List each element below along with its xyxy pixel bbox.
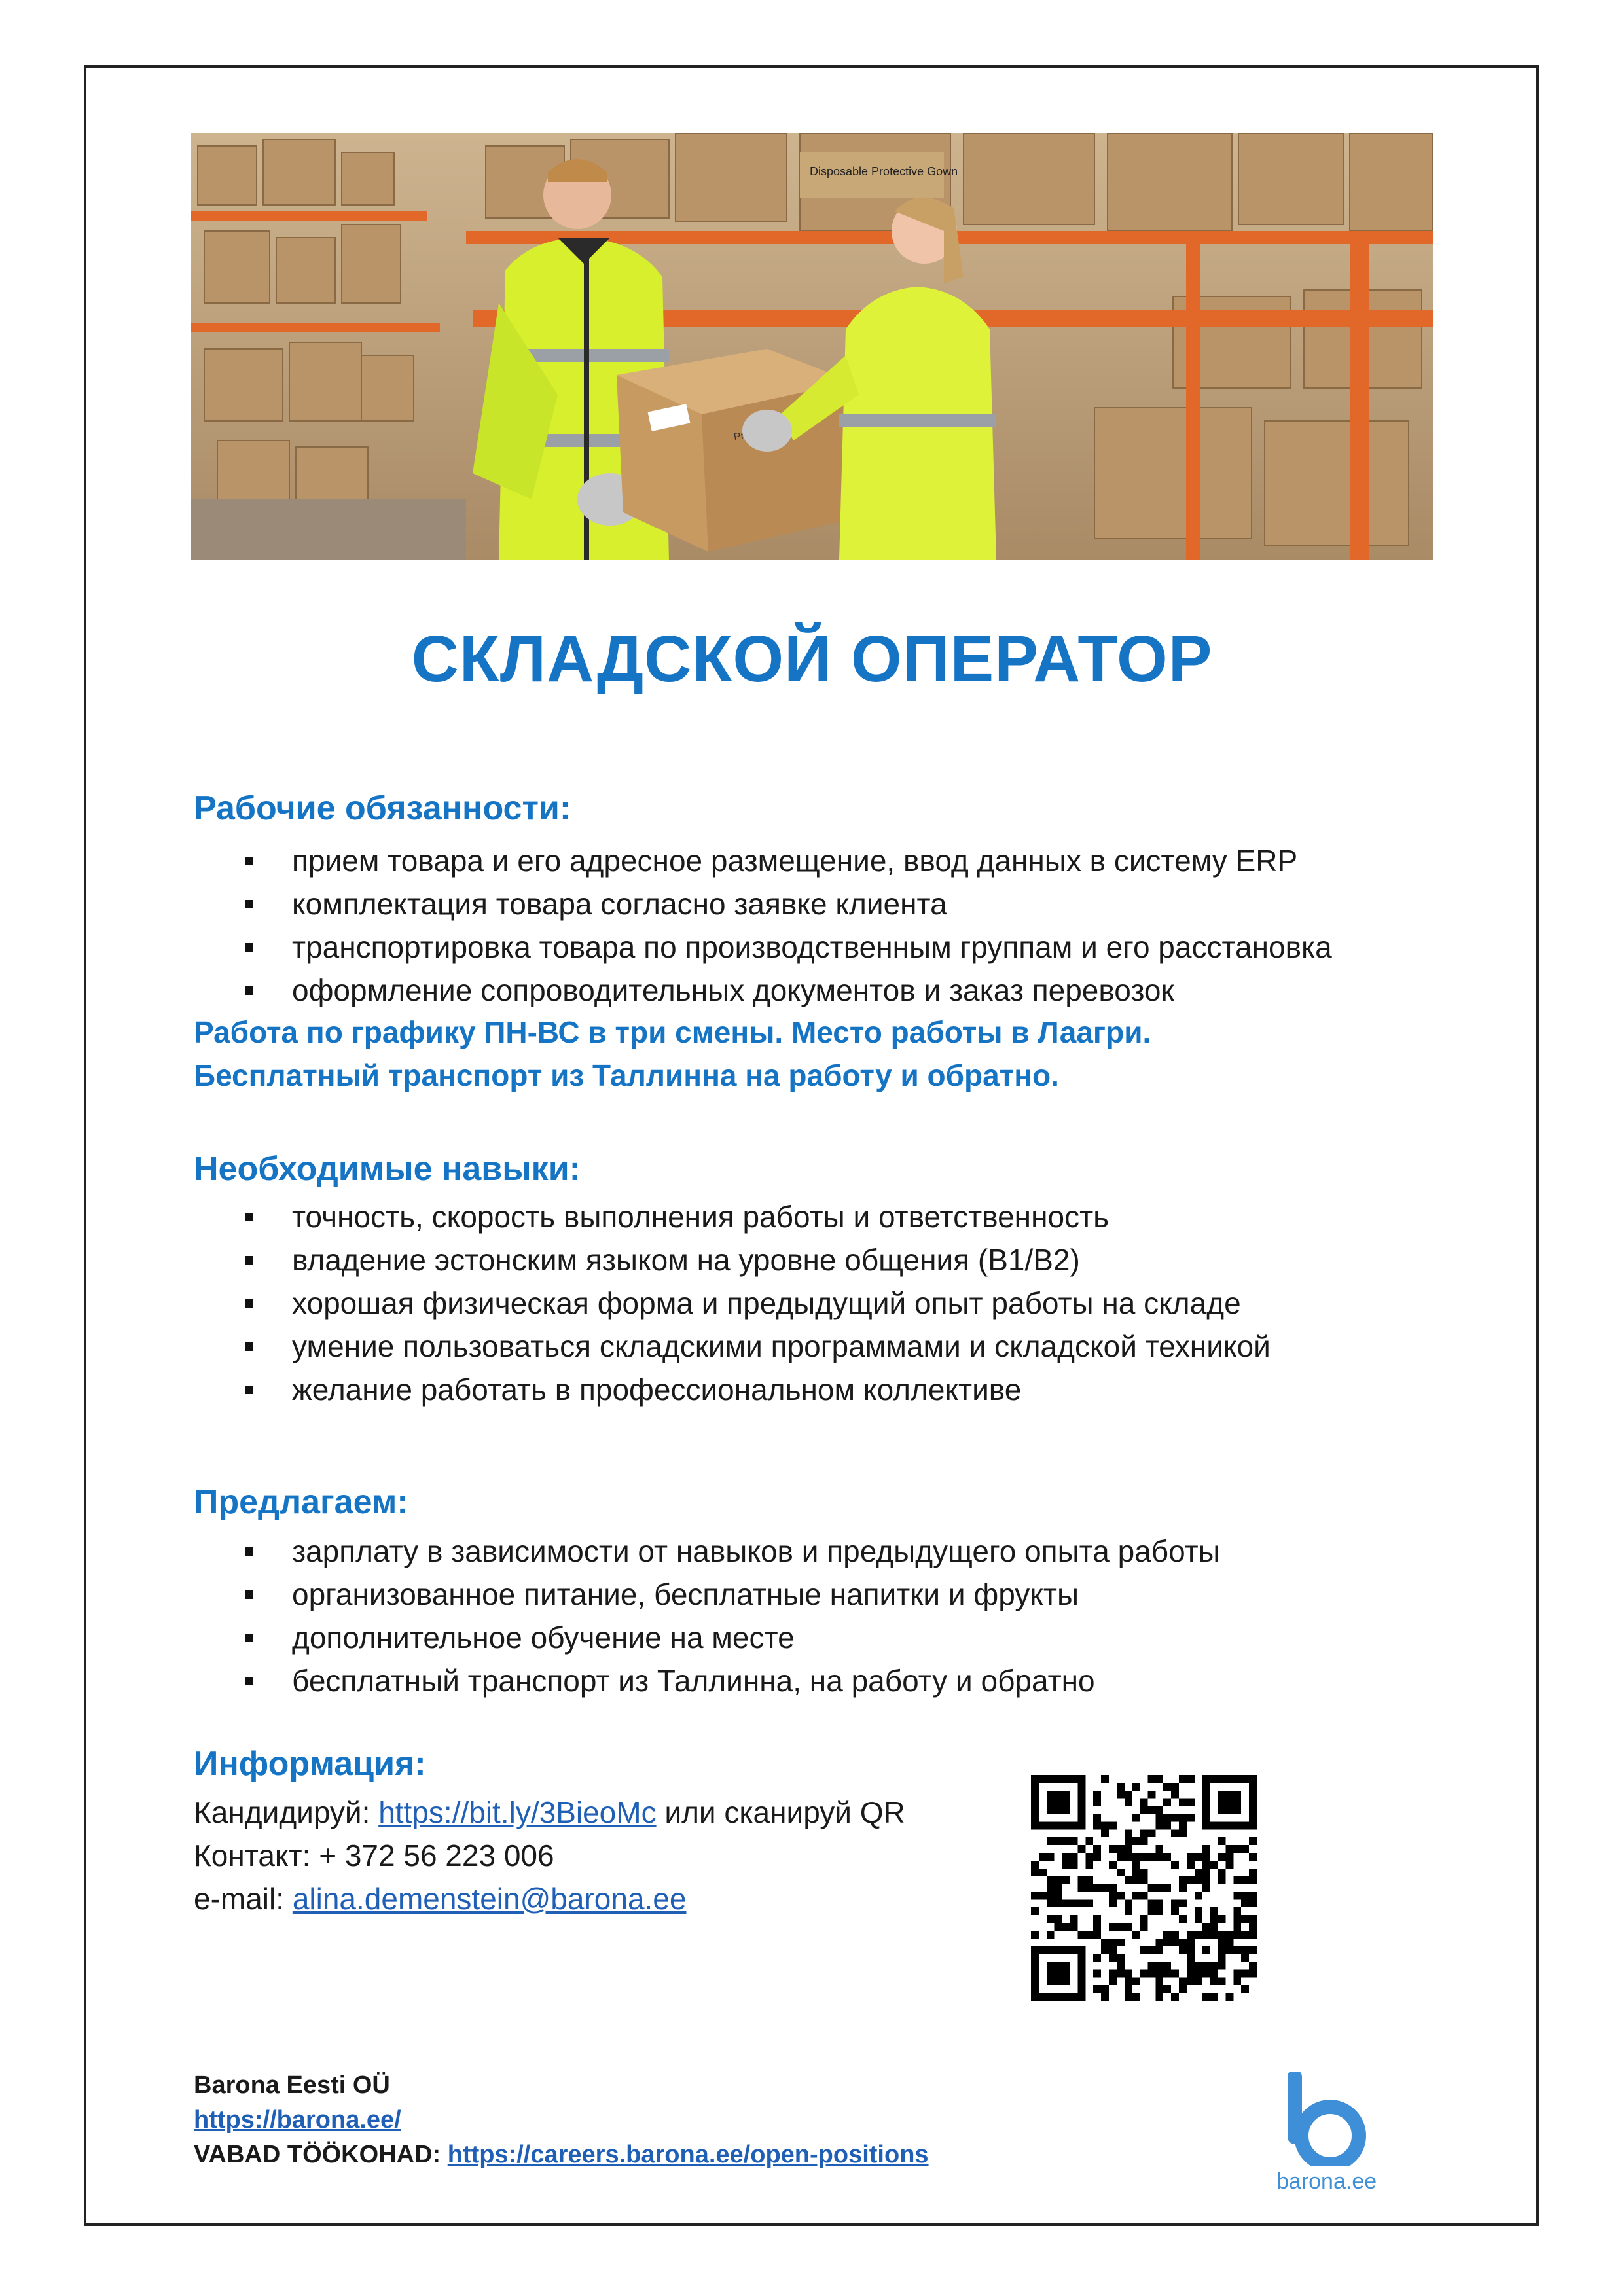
list-item: хорошая физическая форма и предыдущий опыт работы на складе: [194, 1282, 1271, 1325]
qr-code[interactable]: [1031, 1775, 1257, 2001]
list-item: транспортировка товара по производственным группам и его расстановка: [194, 925, 1332, 969]
offer-list: [194, 1530, 1220, 1702]
offer-heading: Предлагаем:: [194, 1483, 408, 1521]
list-item: владение эстонским языком на уровне общения (B1/B2): [194, 1238, 1271, 1282]
list-item: умение пользоваться складскими программами и складской техникой: [194, 1325, 1271, 1368]
transport-note: Бесплатный транспорт из Таллинна на работу и обратно.: [194, 1058, 1059, 1092]
page-title: СКЛАДСКОЙ ОПЕРАТОР: [411, 622, 1213, 696]
duties-list: [194, 839, 1332, 1012]
company-name: Barona Eesti OÜ: [194, 2072, 390, 2099]
warehouse-photo: [191, 133, 1433, 560]
list-item: организованное питание, бесплатные напитки и фрукты: [194, 1573, 1220, 1616]
email-label: e-mail:: [194, 1882, 293, 1916]
site-line: [194, 2106, 401, 2134]
skills-heading: Необходимые навыки:: [194, 1150, 581, 1188]
site-link[interactable]: https://barona.ee/: [194, 2106, 401, 2134]
list-item: оформление сопроводительных документов и заказ перевозок: [194, 969, 1332, 1012]
email-link[interactable]: alina.demenstein@barona.ee: [292, 1882, 687, 1916]
info-heading: Информация:: [194, 1745, 426, 1783]
apply-line: [194, 1795, 905, 1830]
logo-text: barona.ee: [1276, 2169, 1377, 2194]
contact-label: Контакт:: [194, 1839, 319, 1873]
barona-logo: [1276, 2072, 1375, 2202]
list-item: желание работать в профессиональном коллективе: [194, 1368, 1271, 1411]
duties-heading: Рабочие обязанности:: [194, 789, 571, 827]
apply-suffix: или сканируй QR: [656, 1795, 905, 1829]
jobs-link[interactable]: https://careers.barona.ee/open-positions: [447, 2141, 929, 2168]
list-item: прием товара и его адресное размещение, ввод данных в систему ERP: [194, 839, 1332, 882]
list-item: дополнительное обучение на месте: [194, 1616, 1220, 1659]
list-item: точность, скорость выполнения работы и ответственность: [194, 1195, 1271, 1238]
jobs-label: VABAD TÖÖKOHAD:: [194, 2141, 448, 2168]
contact-line: [194, 1838, 554, 1873]
list-item: комплектация товара согласно заявке клиента: [194, 882, 1332, 925]
skills-list: [194, 1195, 1271, 1411]
list-item: зарплату в зависимости от навыков и предыдущего опыта работы: [194, 1530, 1220, 1573]
list-item: бесплатный транспорт из Таллинна, на работу и обратно: [194, 1659, 1220, 1702]
barona-b-icon: [1276, 2072, 1375, 2166]
contact-phone: + 372 56 223 006: [319, 1839, 554, 1873]
shelf-box-label: Disposable Protective Gown: [810, 165, 958, 178]
schedule-note: Работа по графику ПН-ВС в три смены. Место работы в Лаагри.: [194, 1015, 1151, 1049]
apply-label: Кандидируй:: [194, 1795, 379, 1829]
jobs-line: [194, 2141, 929, 2169]
apply-link[interactable]: https://bit.ly/3BieoMc: [378, 1795, 657, 1829]
email-line: [194, 1881, 686, 1916]
qr-code-image: [1031, 1775, 1257, 2001]
